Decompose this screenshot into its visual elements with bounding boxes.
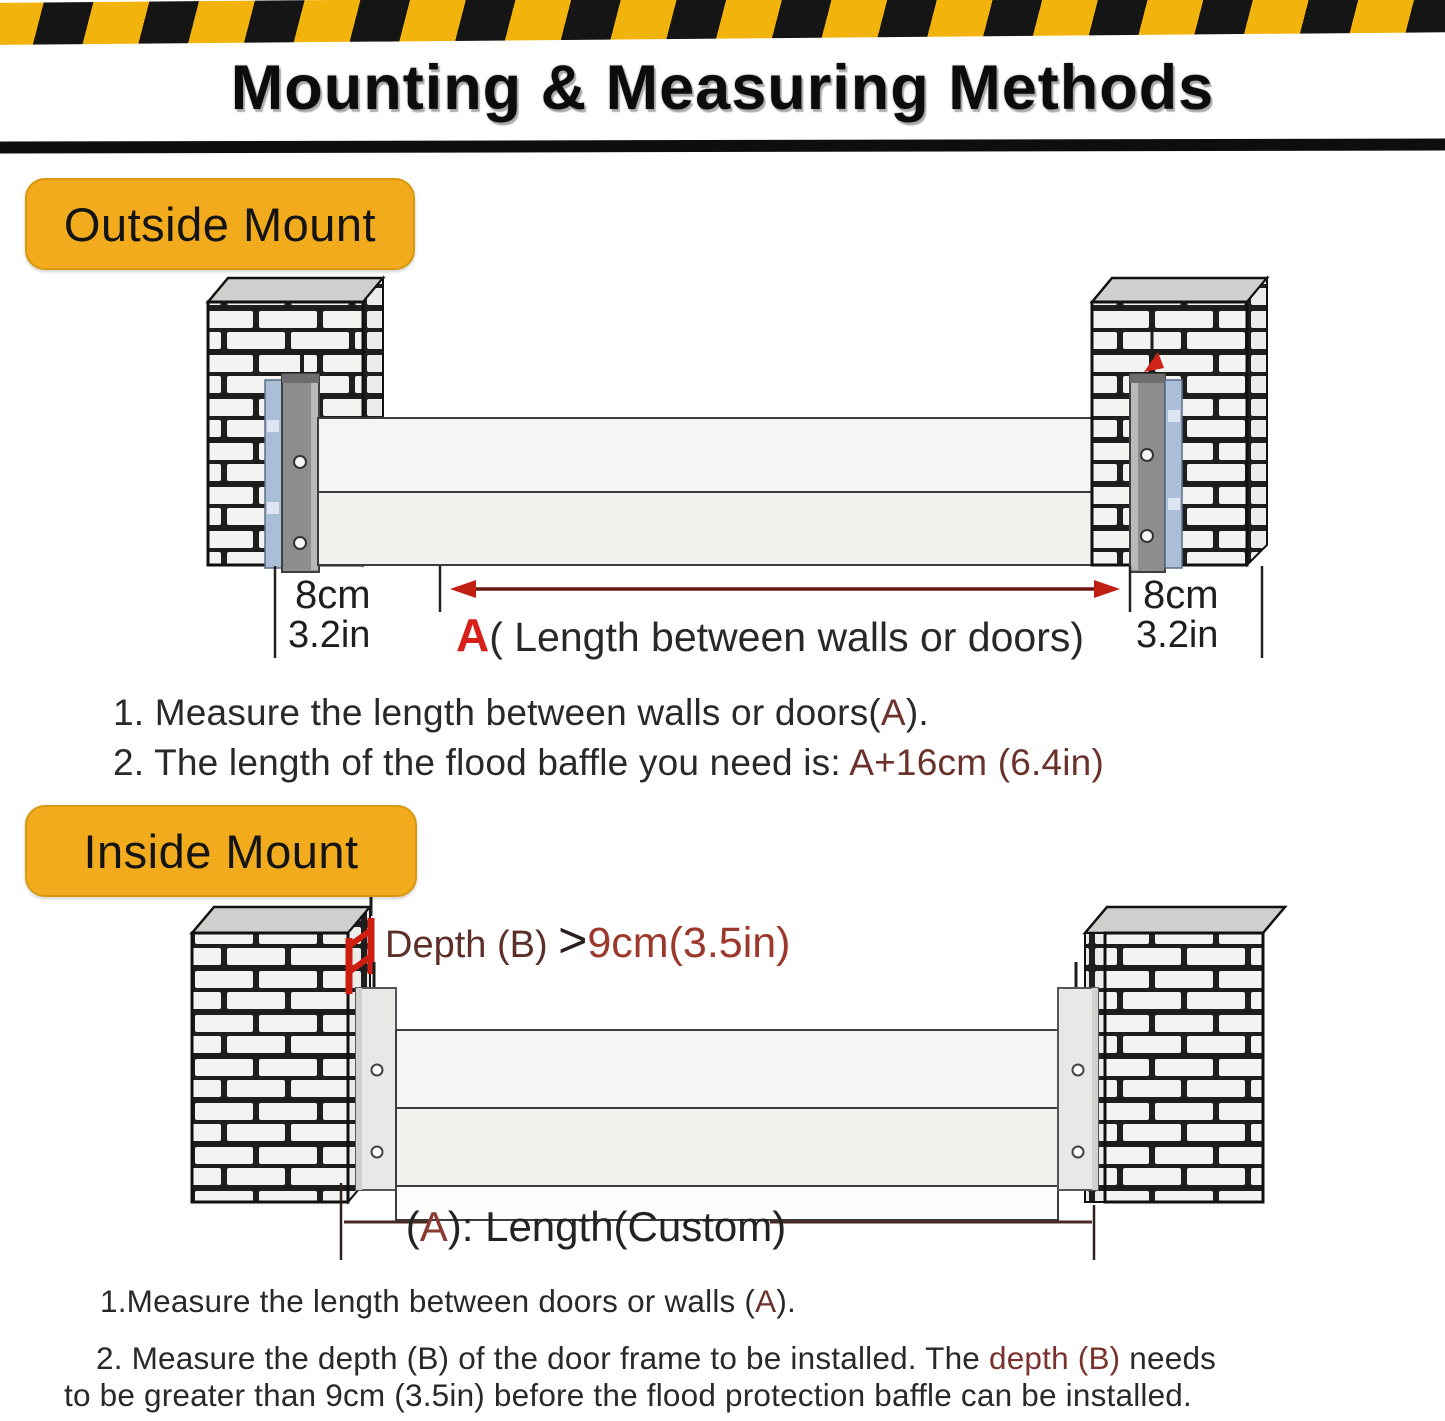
step-text: 2. The length of the flood baffle you need is: [113,742,850,783]
outside-mount-badge [25,178,415,270]
screw-hole [372,1147,383,1158]
left-mounting-channel [265,350,319,572]
flood-barrier-panels [318,418,1130,565]
inside-mount-badge [25,805,417,897]
step-highlight: A [755,1283,777,1319]
left-gap-in: 3.2in [288,614,371,656]
screw-hole [294,456,306,468]
step-text: 1.Measure the length between doors or walls ( [100,1283,756,1319]
right-mounting-channel [1058,962,1098,1190]
left-mounting-channel [356,962,396,1190]
length-label: (A): Length(Custom) [405,1203,787,1250]
outside-step-2 [113,742,1104,784]
header-divider-bar [0,138,1445,153]
screw-hole [1141,449,1153,461]
screw-hole [1073,1065,1084,1076]
right-gap-cm: 8cm [1143,573,1219,617]
left-gap-cm: 8cm [295,573,371,617]
flood-barrier-panels [396,1030,1058,1220]
screw-hole [372,1065,383,1076]
step-highlight: depth (B) [988,1340,1121,1376]
outside-step-1 [113,692,929,734]
screw-hole [1141,530,1153,542]
inside-mount-diagram [0,895,1445,1280]
step-text: ). [905,692,929,733]
inside-mount-badge-label: Inside Mount [83,824,359,878]
outside-mount-diagram [0,265,1445,685]
left-brick-pillar [192,907,370,1202]
caution-stripe-banner [0,0,1445,45]
seal-strip [265,380,282,568]
depth-label: Depth (B) >9cm(3.5in) [385,912,791,968]
step-text: ). [776,1283,796,1319]
step-highlight: A [880,692,906,733]
outside-measurement [275,566,1262,661]
seal-strip [1165,380,1182,568]
screw-hole [1073,1147,1084,1158]
span-length-label: A( Length between walls or doors) [455,609,1085,661]
step-text: to be greater than 9cm (3.5in) before the flood protection baffle can be installed. [64,1377,1192,1413]
right-gap-in: 3.2in [1136,614,1219,656]
step-highlight: A+16cm (6.4in) [849,742,1104,783]
arrowhead-left-icon [450,580,476,598]
right-brick-pillar [1085,907,1285,1202]
page-title: Mounting & Measuring Methods [230,53,1215,123]
outside-mount-badge-label: Outside Mount [63,197,377,251]
step-text: 1. Measure the length between walls or doors( [113,692,881,733]
inside-step-2-line-2 [64,1377,1192,1414]
arrowhead-right-icon [1094,580,1120,598]
step-text: needs [1120,1340,1217,1376]
screw-hole [294,537,306,549]
inside-step-2-line-1 [96,1340,1216,1377]
step-text: 2. Measure the depth (B) of the door frame to be installed. The [96,1340,989,1376]
inside-step-1 [100,1283,796,1320]
